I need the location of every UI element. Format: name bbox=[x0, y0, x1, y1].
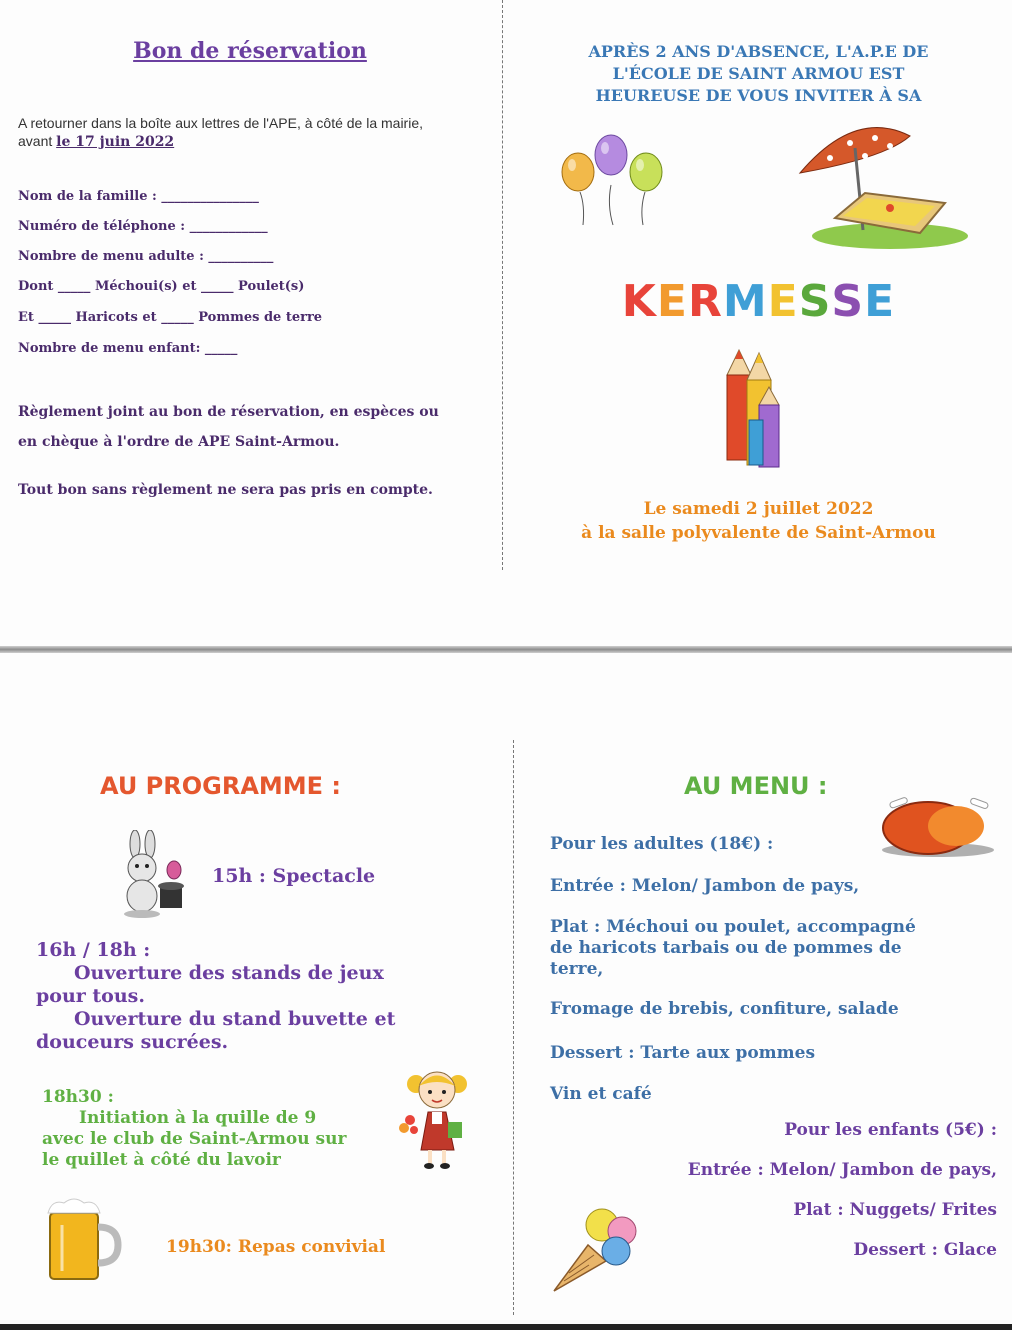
payment-line-1: Règlement joint au bon de réservation, en espèces ou bbox=[18, 404, 439, 420]
programme-title: AU PROGRAMME : bbox=[100, 772, 342, 800]
menu-adults bbox=[550, 834, 1000, 1105]
event-date: Le samedi 2 juillet 2022 bbox=[643, 499, 874, 519]
programme-18h30-line: avec le club de Saint-Armou sur bbox=[42, 1129, 347, 1149]
cover-header-line: L'ÉCOLE DE SAINT ARMOU EST bbox=[612, 64, 905, 83]
cover-panel bbox=[505, 0, 1012, 640]
field-family-name[interactable]: Nom de la famille : _______________ bbox=[18, 189, 259, 204]
programme-16h-time: 16h / 18h : bbox=[36, 939, 151, 961]
programme-16h-block bbox=[36, 939, 506, 1054]
kermesse-letter: S bbox=[831, 276, 865, 327]
field-meat-choice[interactable]: Dont _____ Méchoui(s) et _____ Poulet(s) bbox=[18, 279, 305, 294]
menu-kid-dessert: Dessert : Glace bbox=[853, 1240, 997, 1260]
programme-16h-line: douceurs sucrées. bbox=[36, 1031, 229, 1053]
reservation-panel bbox=[0, 0, 500, 640]
kermesse-title bbox=[505, 276, 1012, 327]
programme-18h30-line: Initiation à la quille de 9 bbox=[79, 1108, 317, 1128]
kermesse-letter: M bbox=[722, 276, 768, 327]
programme-panel bbox=[0, 655, 510, 1323]
menu-adult-plat: terre, bbox=[550, 959, 604, 979]
programme-16h-line: Ouverture des stands de jeux bbox=[74, 962, 384, 984]
kermesse-letter: R bbox=[687, 276, 723, 327]
reservation-intro-before: avant bbox=[18, 133, 57, 149]
menu-kids-heading: Pour les enfants (5€) : bbox=[784, 1120, 997, 1140]
menu-adult-dessert: Dessert : Tarte aux pommes bbox=[550, 1043, 816, 1063]
programme-15h: 15h : Spectacle bbox=[212, 865, 376, 887]
beer-mug-icon bbox=[44, 1195, 124, 1285]
menu-kid-entree: Entrée : Melon/ Jambon de pays, bbox=[687, 1160, 997, 1180]
event-location: à la salle polyvalente de Saint-Armou bbox=[581, 523, 936, 543]
menu-kid-plat: Plat : Nuggets/ Frites bbox=[793, 1200, 997, 1220]
pencils-icon bbox=[719, 345, 789, 470]
kermesse-letter: E bbox=[656, 276, 688, 327]
reservation-intro-line: A retourner dans la boîte aux lettres de l'APE, à côté de la mairie, bbox=[18, 115, 424, 131]
menu-adult-plat: de haricots tarbais ou de pommes de bbox=[550, 938, 902, 958]
programme-16h-line: pour tous. bbox=[36, 985, 145, 1007]
reservation-title: Bon de réservation bbox=[133, 38, 367, 64]
menu-adult-fromage: Fromage de brebis, confiture, salade bbox=[550, 999, 899, 1019]
field-phone[interactable]: Numéro de téléphone : ____________ bbox=[18, 219, 268, 234]
programme-18h30-time: 18h30 : bbox=[42, 1087, 114, 1107]
payment-line-2: en chèque à l'ordre de APE Saint-Armou. bbox=[18, 434, 340, 450]
kermesse-letter: E bbox=[767, 276, 799, 327]
parasol-sandbox-icon bbox=[795, 118, 970, 253]
reservation-intro bbox=[18, 114, 488, 151]
field-side-choice[interactable]: Et _____ Haricots et _____ Pommes de terre bbox=[18, 310, 323, 325]
kermesse-letter: E bbox=[864, 276, 896, 327]
menu-title: AU MENU : bbox=[684, 772, 828, 800]
fold-line-top bbox=[502, 0, 503, 570]
kermesse-letter: K bbox=[621, 276, 657, 327]
menu-panel bbox=[516, 655, 1012, 1323]
reservation-deadline: le 17 juin 2022 bbox=[56, 134, 175, 150]
programme-18h30-line: le quillet à côté du lavoir bbox=[42, 1150, 281, 1170]
cover-header-line: HEUREUSE DE VOUS INVITER À SA bbox=[595, 86, 922, 105]
menu-adults-heading: Pour les adultes (18€) : bbox=[550, 834, 774, 854]
programme-19h30: 19h30: Repas convivial bbox=[166, 1237, 386, 1257]
field-child-menus[interactable]: Nombre de menu enfant: _____ bbox=[18, 341, 238, 356]
fold-line-bottom bbox=[513, 740, 514, 1315]
menu-adult-plat: Plat : Méchoui ou poulet, accompagné bbox=[550, 917, 916, 937]
cover-header-line: APRÈS 2 ANS D'ABSENCE, L'A.P.E DE bbox=[588, 42, 929, 61]
menu-adult-entree: Entrée : Melon/ Jambon de pays, bbox=[550, 876, 860, 896]
bunny-magician-icon bbox=[110, 830, 190, 920]
payment-warning: Tout bon sans règlement ne sera pas pris en compte. bbox=[18, 482, 433, 498]
ice-cream-icon bbox=[544, 1203, 644, 1298]
programme-16h-line: Ouverture du stand buvette et bbox=[74, 1008, 396, 1030]
cover-header bbox=[505, 41, 1012, 107]
programme-18h30-block bbox=[42, 1087, 422, 1171]
page-bottom-edge bbox=[0, 1324, 1012, 1330]
balloons-icon bbox=[555, 130, 670, 230]
reservation-intro-deadline-line bbox=[18, 132, 488, 151]
kermesse-letter: S bbox=[798, 276, 832, 327]
field-adult-menus[interactable]: Nombre de menu adulte : __________ bbox=[18, 249, 274, 264]
girl-flowers-icon bbox=[396, 1060, 478, 1172]
page-separator bbox=[0, 646, 1012, 653]
menu-adult-vin: Vin et café bbox=[550, 1084, 652, 1104]
